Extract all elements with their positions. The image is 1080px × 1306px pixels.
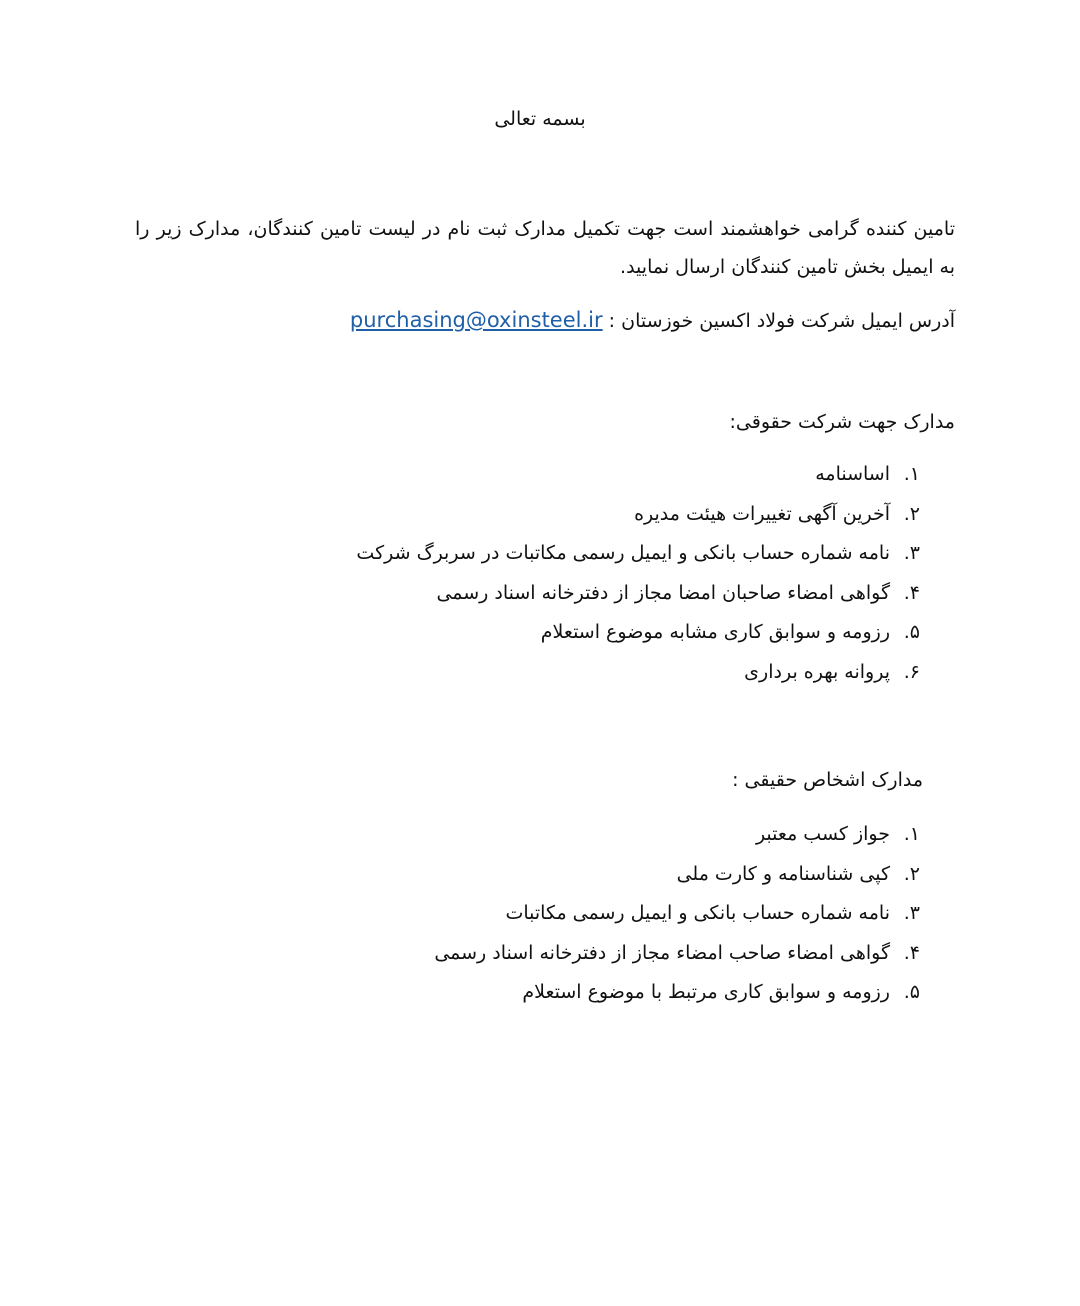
list-item xyxy=(356,534,920,574)
item-label: اساسنامه xyxy=(815,463,890,485)
list-item xyxy=(356,495,920,535)
item-label: نامه شماره حساب بانکی و ایمیل رسمی مکاتبات در سربرگ شرکت xyxy=(356,542,890,564)
item-number: ۱. xyxy=(903,463,920,485)
item-label: رزومه و سوابق کاری مرتبط با موضوع استعلام xyxy=(522,981,890,1003)
item-label: جواز کسب معتبر xyxy=(755,823,890,845)
item-number: ۳. xyxy=(903,542,920,564)
item-number: ۴. xyxy=(903,941,920,964)
list-item xyxy=(356,574,920,614)
item-number: ۳. xyxy=(903,902,920,924)
item-number: ۵. xyxy=(903,981,920,1003)
list-item xyxy=(356,653,920,693)
natural-persons-heading: مدارک اشخاص حقیقی : xyxy=(732,769,923,791)
list-item xyxy=(356,455,920,495)
item-label: پروانه بهره برداری xyxy=(744,660,890,683)
item-label: گواهی امضاء صاحب امضاء مجاز از دفترخانه اسناد رسمی xyxy=(434,941,890,964)
document-title: بسمه تعالی xyxy=(494,108,586,130)
item-number: ۶. xyxy=(903,660,920,683)
list-item xyxy=(434,973,920,1013)
item-label: رزومه و سوابق کاری مشابه موضوع استعلام xyxy=(540,621,890,643)
item-number: ۲. xyxy=(903,502,920,525)
item-label: نامه شماره حساب بانکی و ایمیل رسمی مکاتبات xyxy=(505,902,890,924)
list-item xyxy=(434,934,920,974)
legal-entities-list xyxy=(356,455,920,692)
item-label: کپی شناسنامه و کارت ملی xyxy=(676,862,890,885)
item-number: ۴. xyxy=(903,581,920,604)
item-number: ۱. xyxy=(903,823,920,845)
email-address-line xyxy=(135,305,955,336)
email-label: آدرس ایمیل شرکت فولاد اکسین خوزستان : xyxy=(608,310,955,332)
legal-entities-heading: مدارک جهت شرکت حقوقی: xyxy=(729,411,955,433)
list-item xyxy=(434,855,920,895)
item-label: گواهی امضاء صاحبان امضا مجاز از دفترخانه اسناد رسمی xyxy=(436,581,890,604)
item-label: آخرین آگهی تغییرات هیئت مدیره xyxy=(634,502,890,525)
intro-paragraph: تامین کننده گرامی خواهشمند است جهت تکمیل مدارک ثبت نام در لیست تامین کنندگان، مدارک زیر را به ایمیل بخش تامین کنندگان ارسال نمایید. xyxy=(135,218,955,278)
item-number: ۵. xyxy=(903,621,920,643)
list-item xyxy=(434,894,920,934)
list-item xyxy=(434,815,920,855)
list-item xyxy=(356,613,920,653)
email-link[interactable]: purchasing@oxinsteel.ir xyxy=(349,308,603,332)
natural-persons-list xyxy=(434,815,920,1013)
item-number: ۲. xyxy=(903,862,920,885)
